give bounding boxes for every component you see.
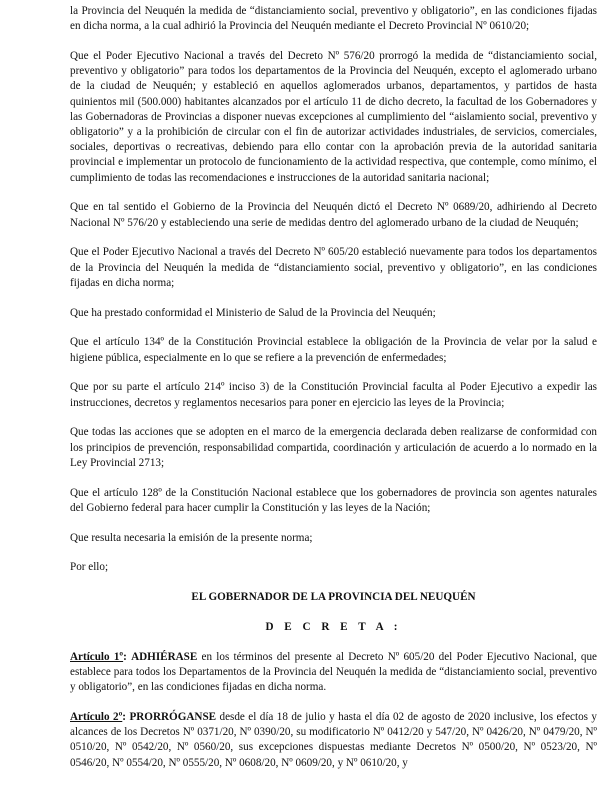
article-2-label: Artículo 2º xyxy=(70,711,123,724)
article-2-lead: PRORRÓGANSE xyxy=(129,711,217,724)
paragraph-decreto-605: Que el Poder Ejecutivo Nacional a través del Decreto Nº 605/20 estableció nuevamente para todos los departamentos de la Provincia del Neuquén la medida de “distanciamiento social, preventivo y obligatorio”, en las condiciones fijadas en dicha norma; xyxy=(70,246,597,289)
document-page xyxy=(70,4,597,785)
paragraph-emergencia: Que todas las acciones que se adopten en el marco de la emergencia declarada deben realizarse de conformidad con los principios de prevención, responsabilidad compartida, coordinación y articulación de acuerdo a lo normado en la Ley Provincial 2713; xyxy=(70,426,597,469)
article-1 xyxy=(70,650,597,696)
paragraph-por-ello: Por ello; xyxy=(70,561,109,574)
paragraph-decreto-0689: Que en tal sentido el Gobierno de la Provincia del Neuquén dictó el Decreto Nº 0689/20, adhiriendo al Decreto Nacional Nº 576/20 y estableciendo una serie de medidas dentro del aglomerado urbano de la ciudad de Neuquén; xyxy=(70,201,597,229)
paragraph-ministerio-salud: Que ha prestado conformidad el Ministerio de Salud de la Provincia del Neuquén; xyxy=(70,306,436,319)
paragraph-emision-norma: Que resulta necesaria la emisión de la presente norma; xyxy=(70,531,313,544)
paragraph-articulo-214: Que por su parte el artículo 214º inciso 3) de la Constitución Provincial faculta al Poder Ejecutivo a expedir las instrucciones, decretos y reglamentos necesarios para poner en ejercicio las leyes de la Provincia; xyxy=(70,381,597,409)
article-2 xyxy=(70,710,597,771)
article-1-lead: ADHIÉRASE xyxy=(131,650,198,663)
decreta-heading: D E C R E T A : xyxy=(265,621,402,634)
article-1-text: en los términos del presente al Decreto Nº 605/20 del Poder Ejecutivo Nacional, que establece para todos los Departamentos de la Provincia del Neuquén la medida de “distanciamiento social, preventivo y obligatorio”, en las condiciones fijadas en dicha norma. xyxy=(70,650,597,694)
paragraph-articulo-128: Que el artículo 128º de la Constitución Nacional establece que los gobernadores de provincia son agentes naturales del Gobierno federal para hacer cumplir la Constitución y las leyes de la Nación; xyxy=(70,486,597,514)
paragraph-decreto-576: Que el Poder Ejecutivo Nacional a través del Decreto Nº 576/20 prorrogó la medida de “distanciamiento social, preventivo y obligatorio” para todos los departamentos de la Provincia del Neuquén, excepto el aglomerado urbano de la ciudad de Neuquén; y estableció en aquellos aglomerados urbanos, departamentos, y partidos de hasta quinientos mil (500.000) habitantes alcanzados por el artículo 11 de dicho decreto, la facultad de los Gobernadores y las Gobernadoras de Provincias a disponer nuevas excepciones al cumplimiento del “aislamiento social, preventivo y obligatorio” y a la prohibición de circular con el fin de autorizar actividades industriales, de servicios, comerciales, sociales, deportivas o recreativas, debiendo para ello contar con la aprobación previa de la autoridad sanitaria provincial e implementar un protocolo de funcionamiento de la actividad respectiva, que contemple, como mínimo, el cumplimiento de todas las recomendaciones e instrucciones de la autoridad sanitaria nacional; xyxy=(70,50,597,184)
article-2-text: desde el día 18 de julio y hasta el día 02 de agosto de 2020 inclusive, los efectos y alcances de los Decretos Nº 0371/20, Nº 0390/20, su modificatorio Nº 0412/20 y 547/20, Nº 0426/20, Nº 0479/20, Nº 0510/20, Nº 0542/20, Nº 0560/20, sus excepciones dispuestas mediante Decretos Nº 0500/20, Nº 0523/20, Nº 0546/20, Nº 0554/20, Nº 0555/20, Nº 0608/20, Nº 0609/20, y Nº 0610/20, y xyxy=(70,711,597,769)
article-1-colon: : xyxy=(123,650,127,663)
article-2-colon: : xyxy=(122,711,126,724)
paragraph-articulo-134: Que el artículo 134º de la Constitución Provincial establece la obligación de la Provincia de velar por la salud e higiene pública, especialmente en lo que se refiere a la prevención de enfermedades; xyxy=(70,336,597,364)
article-1-label: Artículo 1º xyxy=(70,650,124,663)
governor-heading: EL GOBERNADOR DE LA PROVINCIA DEL NEUQUÉN xyxy=(191,591,476,604)
paragraph-continuation: la Provincia del Neuquén la medida de “distanciamiento social, preventivo y obligatorio”, en las condiciones fijadas en dicha norma, a la cual adhirió la Provincia del Neuquén mediante el Decreto Provincial Nº 0610/20; xyxy=(70,5,597,33)
